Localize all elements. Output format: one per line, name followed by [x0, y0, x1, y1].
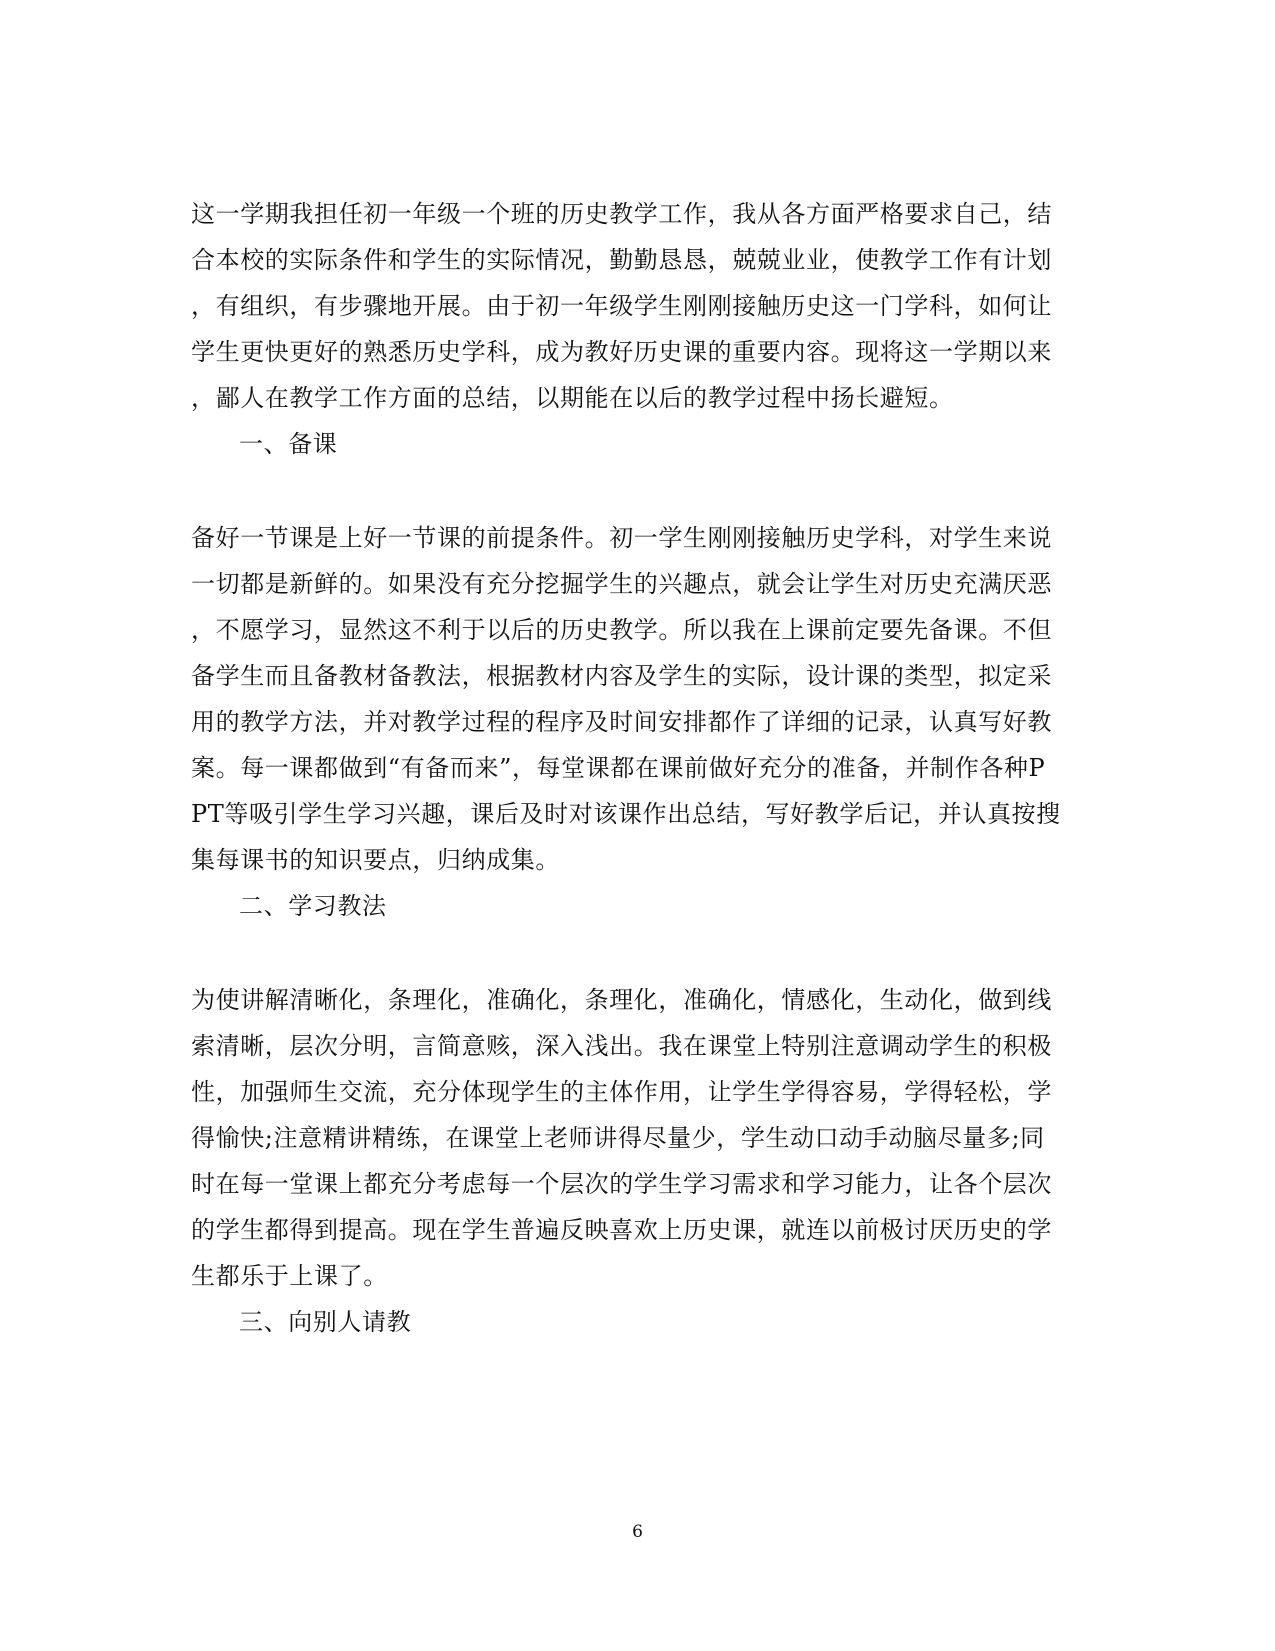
paragraph-2-line-6: 案。每一课都做到“有备而来”，每堂课都在课前做好充分的准备，并制作各种P — [191, 754, 1046, 782]
paragraph-2-line-5: 用的教学方法，并对教学过程的程序及时间安排都作了详细的记录，认真写好教 — [191, 708, 1052, 736]
paragraph-3-line-6: 的学生都得到提高。现在学生普遍反映喜欢上历史课，就连以前极讨厌历史的学 — [191, 1216, 1052, 1244]
section-heading-3: 三、向别人请教 — [239, 1308, 412, 1336]
paragraph-1-line-5: ，鄙人在教学工作方面的总结，以期能在以后的教学过程中扬长避短。 — [191, 384, 954, 412]
paragraph-3-line-4: 得愉快;注意精讲精练，在课堂上老师讲得尽量少，学生动口动手动脑尽量多;同 — [191, 1124, 1045, 1152]
paragraph-2-line-4: 备学生而且备教材备教法，根据教材内容及学生的实际，设计课的类型，拟定采 — [191, 662, 1052, 690]
paragraph-1-line-2: 合本校的实际条件和学生的实际情况，勤勤恳恳，兢兢业业，使教学工作有计划 — [191, 246, 1052, 274]
paragraph-2-line-8: 集每课书的知识要点，归纳成集。 — [191, 846, 560, 874]
section-heading-1: 一、备课 — [239, 430, 338, 458]
paragraph-2-line-3: ，不愿学习，显然这不利于以后的历史教学。所以我在上课前定要先备课。不但 — [191, 616, 1052, 644]
paragraph-3-line-7: 生都乐于上课了。 — [191, 1262, 388, 1290]
paragraph-3-line-2: 索清晰，层次分明，言简意赅，深入浅出。我在课堂上特别注意调动学生的积极 — [191, 1032, 1052, 1060]
paragraph-2-line-2: 一切都是新鲜的。如果没有充分挖掘学生的兴趣点，就会让学生对历史充满厌恶 — [191, 570, 1052, 598]
paragraph-3-line-5: 时在每一堂课上都充分考虑每一个层次的学生学习需求和学习能力，让各个层次 — [191, 1170, 1052, 1198]
paragraph-3-line-1: 为使讲解清晰化，条理化，准确化，条理化，准确化，情感化，生动化，做到线 — [191, 986, 1052, 1014]
page-number: 6 — [632, 1522, 643, 1542]
paragraph-1-line-3: ，有组织，有步骤地开展。由于初一年级学生刚刚接触历史这一门学科，如何让 — [191, 292, 1052, 320]
section-heading-2: 二、学习教法 — [239, 892, 387, 920]
paragraph-1-line-4: 学生更快更好的熟悉历史学科，成为教好历史课的重要内容。现将这一学期以来 — [191, 338, 1052, 366]
paragraph-3-line-3: 性，加强师生交流，充分体现学生的主体作用，让学生学得容易，学得轻松，学 — [191, 1078, 1052, 1106]
paragraph-2-line-1: 备好一节课是上好一节课的前提条件。初一学生刚刚接触历史学科，对学生来说 — [191, 524, 1052, 552]
paragraph-1-line-1: 这一学期我担任初一年级一个班的历史教学工作，我从各方面严格要求自己，结 — [191, 200, 1052, 228]
paragraph-2-line-7: PT等吸引学生学习兴趣，课后及时对该课作出总结，写好教学后记，并认真按搜 — [191, 800, 1061, 828]
